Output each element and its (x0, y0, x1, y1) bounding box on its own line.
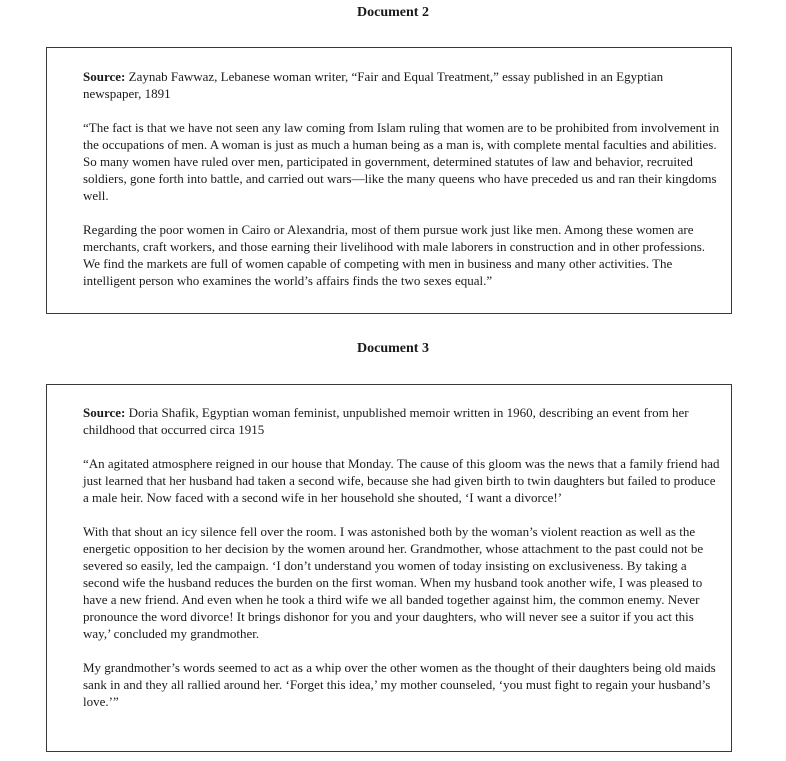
document-2-paragraph-2: Regarding the poor women in Cairo or Alexandria, most of them pursue work just like men. Among these women are merchants, craft workers, and those earning their livelihood with male laborers in construction and in other professions. We find the markets are full of women capable of competing with men in business and many other activities. The intelligent person who examines the world’s affairs finds the two sexes equal.” (83, 222, 706, 288)
source-label: Source: (83, 405, 126, 420)
document-3-paragraph-3: My grandmother’s words seemed to act as a whip over the other women as the thought of their daughters being old maids sank in and they all rallied around her. ‘Forget this idea,’ my mother counseled, ‘you must fight to regain your husband’s love.’” (83, 660, 716, 709)
document-2-box (46, 47, 732, 314)
document-2-source (83, 68, 723, 102)
document-3-paragraph-1: “An agitated atmosphere reigned in our house that Monday. The cause of this gloom was the news that a family friend had just learned that her husband had taken a second wife, because she had given birth to twin daughters but failed to produce a male heir. Now faced with a second wife in her household she shouted, ‘I want a divorce!’ (83, 456, 720, 505)
document-3-title: Document 3 (357, 341, 429, 356)
document-3-source (83, 404, 723, 438)
document-2-title: Document 2 (357, 5, 429, 20)
document-3-content (83, 404, 723, 710)
document-2-paragraph-1: “The fact is that we have not seen any law coming from Islam ruling that women are to be prohibited from involvement in the occupations of men. A woman is just as much a human being as a man is, with complete mental faculties and abilities. So many women have ruled over men, participated in government, determined statutes of law and behavior, recruited soldiers, gone forth into battle, and carried out wars—like the many queens who have preceded us and ran their kingdoms well. (83, 120, 720, 203)
document-2-content (83, 68, 723, 289)
source-text: Zaynab Fawwaz, Lebanese woman writer, “Fair and Equal Treatment,” essay published in an Egyptian newspaper, 1891 (83, 69, 664, 101)
document-3-box (46, 384, 732, 752)
source-label: Source: (83, 69, 126, 84)
document-3-paragraph-2: With that shout an icy silence fell over the room. I was astonished both by the woman’s violent reaction as well as the energetic opposition to her decision by the women around her. Grandmother, whose attachment to the past could not be severed so easily, led the campaign. ‘I don’t understand you women of today insisting on exclusiveness. By taking a second wife the husband reduces the burden on the first woman. When my husband took another wife, I was pleased to have a new friend. And even when he took a third wife we all banded together against him, the common enemy. Never pronounce the word divorce! It brings dishonor for you and your daughters, who will never see a suitor if you act this way,’ concluded my grandmother. (83, 524, 704, 641)
source-text: Doria Shafik, Egyptian woman feminist, unpublished memoir written in 1960, describing an event from her childhood that occurred circa 1915 (83, 405, 689, 437)
